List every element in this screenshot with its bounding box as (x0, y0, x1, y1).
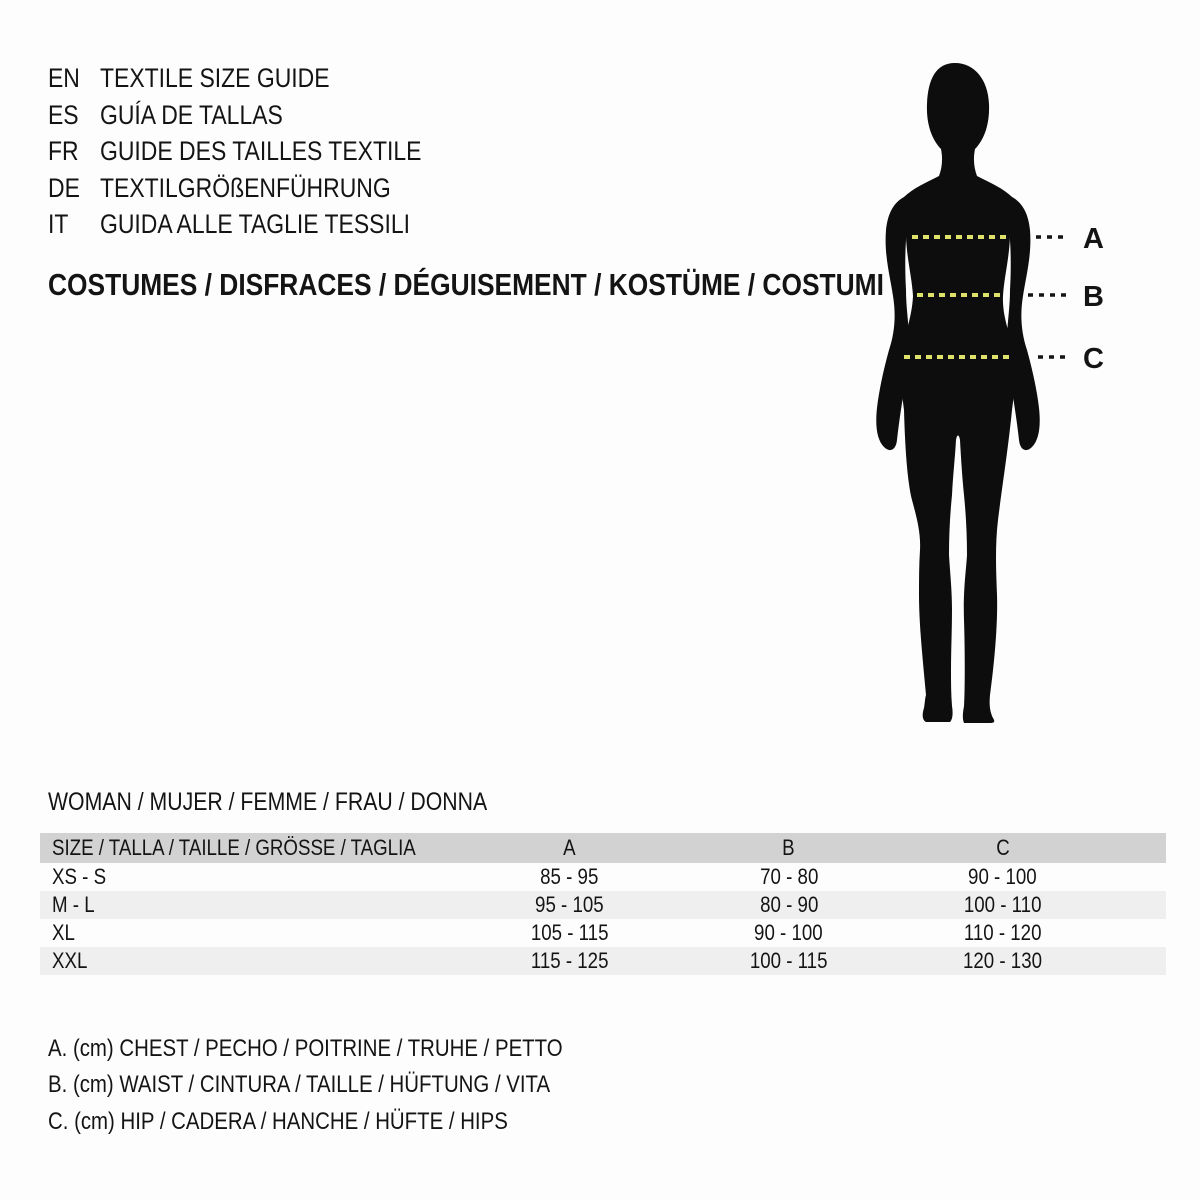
category-title: COSTUMES / DISFRACES / DÉGUISEMENT / KOSTÜME / COSTUMI (48, 267, 884, 302)
hip-cell: 100 - 110 (963, 892, 1042, 917)
size-cell: XL (52, 920, 75, 945)
measure-legend (48, 1031, 653, 1140)
hip-cell: 90 - 100 (968, 864, 1038, 889)
size-cell: XS - S (52, 864, 107, 889)
size-table-header-filler (1110, 833, 1166, 863)
waist-cell: 80 - 90 (759, 892, 818, 917)
woman-silhouette (901, 63, 1016, 723)
waist-cell: 100 - 115 (749, 948, 828, 973)
filler-cell (1110, 863, 1166, 891)
language-title: GUIDA ALLE TAGLIE TESSILI (100, 209, 410, 240)
measure-label-c: C (1083, 343, 1104, 375)
hip-cell: 120 - 130 (963, 948, 1043, 973)
table-row (40, 891, 1166, 919)
chest-cell: 105 - 115 (530, 920, 609, 945)
measure-label-a: A (1083, 223, 1104, 255)
size-table-header-b: B (782, 835, 796, 860)
language-row (48, 133, 478, 170)
size-cell: M - L (52, 892, 95, 917)
waist-cell: 70 - 80 (759, 864, 818, 889)
language-row (48, 60, 478, 97)
size-table (40, 833, 1166, 975)
language-code: IT (48, 209, 69, 240)
size-table-header-a: A (562, 835, 576, 860)
size-cell: XXL (52, 948, 88, 973)
chest-cell: 95 - 105 (534, 892, 604, 917)
measure-label-b: B (1083, 281, 1104, 313)
language-row (48, 206, 478, 243)
language-code: DE (48, 172, 80, 203)
chest-cell: 85 - 95 (540, 864, 599, 889)
table-row (40, 863, 1166, 891)
filler-cell (1110, 947, 1166, 975)
language-code: EN (48, 63, 80, 93)
section-title-woman: WOMAN / MUJER / FEMME / FRAU / DONNA (48, 788, 488, 816)
language-title: TEXTILE SIZE GUIDE (100, 63, 330, 93)
chest-cell: 115 - 125 (530, 948, 609, 973)
language-title: TEXTILGRÖßENFÜHRUNG (100, 172, 391, 203)
language-row (48, 97, 478, 134)
table-row (40, 919, 1166, 947)
legend-line-hip: C. (cm) HIP / CADERA / HANCHE / HÜFTE / HIPS (48, 1107, 508, 1135)
filler-cell (1110, 919, 1166, 947)
language-code: ES (48, 99, 79, 130)
language-code: FR (48, 136, 79, 167)
legend-line-waist: B. (cm) WAIST / CINTURA / TAILLE / HÜFTUNG / VITA (48, 1071, 551, 1099)
woman-silhouette-figure (860, 50, 1160, 760)
table-row (40, 947, 1166, 975)
size-table-header-size: SIZE / TALLA / TAILLE / GRÖSSE / TAGLIA (52, 835, 416, 860)
hip-cell: 110 - 120 (963, 920, 1042, 945)
waist-cell: 90 - 100 (754, 920, 824, 945)
size-table-header-row (40, 833, 1166, 863)
language-title: GUÍA DE TALLAS (100, 99, 283, 130)
filler-cell (1110, 891, 1166, 919)
language-row (48, 170, 478, 207)
size-table-header-c: C (995, 835, 1010, 860)
legend-line-chest: A. (cm) CHEST / PECHO / POITRINE / TRUHE / PETTO (48, 1035, 563, 1062)
language-list (48, 60, 478, 243)
language-title: GUIDE DES TAILLES TEXTILE (100, 136, 422, 167)
